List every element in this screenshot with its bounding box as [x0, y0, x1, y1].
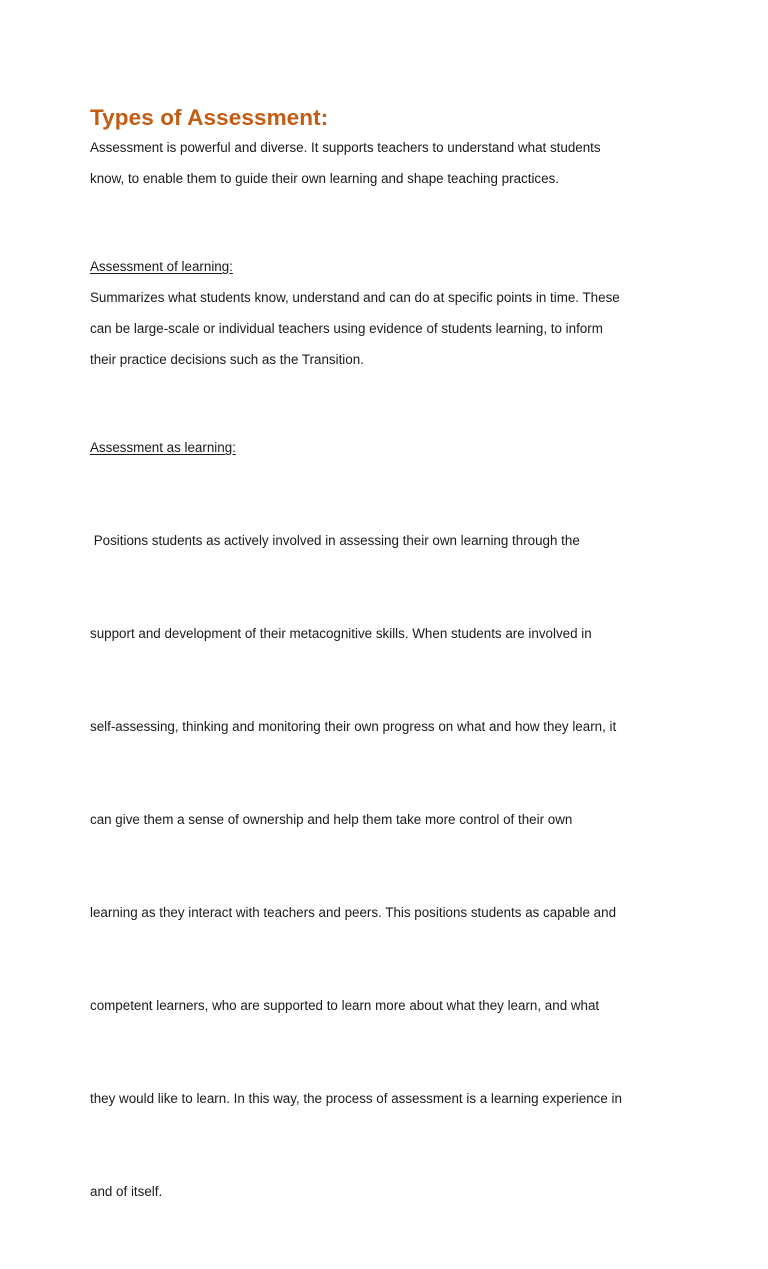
paragraph-line: Summarizes what students know, understand and can do at specific points in time. These — [90, 290, 620, 305]
document-title: Types of Assessment: — [90, 105, 329, 130]
paragraph-line: can be large-scale or individual teachers using evidence of students learning, to inform — [90, 321, 603, 336]
paragraph-line: learning as they interact with teachers and peers. This positions students as capable and — [90, 905, 617, 920]
section-assessment-as-learning — [90, 432, 690, 1269]
paragraph-line: Positions students as actively involved in assessing their own learning through the — [90, 533, 580, 548]
section-heading: Assessment of learning: — [90, 259, 233, 274]
section-assessment-of-learning — [90, 251, 690, 375]
paragraph-line: can give them a sense of ownership and help them take more control of their own — [90, 812, 573, 827]
paragraph-line: their practice decisions such as the Transition. — [90, 352, 364, 367]
paragraph-line: competent learners, who are supported to learn more about what they learn, and what — [90, 998, 600, 1013]
paragraph-line: support and development of their metacognitive skills. When students are involved in — [90, 626, 592, 641]
intro-line: know, to enable them to guide their own learning and shape teaching practices. — [90, 171, 559, 186]
section-paragraph — [90, 463, 690, 1269]
paragraph-line: and of itself. — [90, 1184, 163, 1199]
document-content — [90, 104, 690, 1269]
section-paragraph — [90, 282, 690, 375]
paragraph-line: self-assessing, thinking and monitoring their own progress on what and how they learn, it — [90, 719, 617, 734]
section-heading: Assessment as learning: — [90, 440, 236, 455]
intro-paragraph — [90, 132, 690, 194]
intro-line: Assessment is powerful and diverse. It supports teachers to understand what students — [90, 140, 601, 155]
paragraph-line: they would like to learn. In this way, the process of assessment is a learning experience in — [90, 1091, 622, 1106]
